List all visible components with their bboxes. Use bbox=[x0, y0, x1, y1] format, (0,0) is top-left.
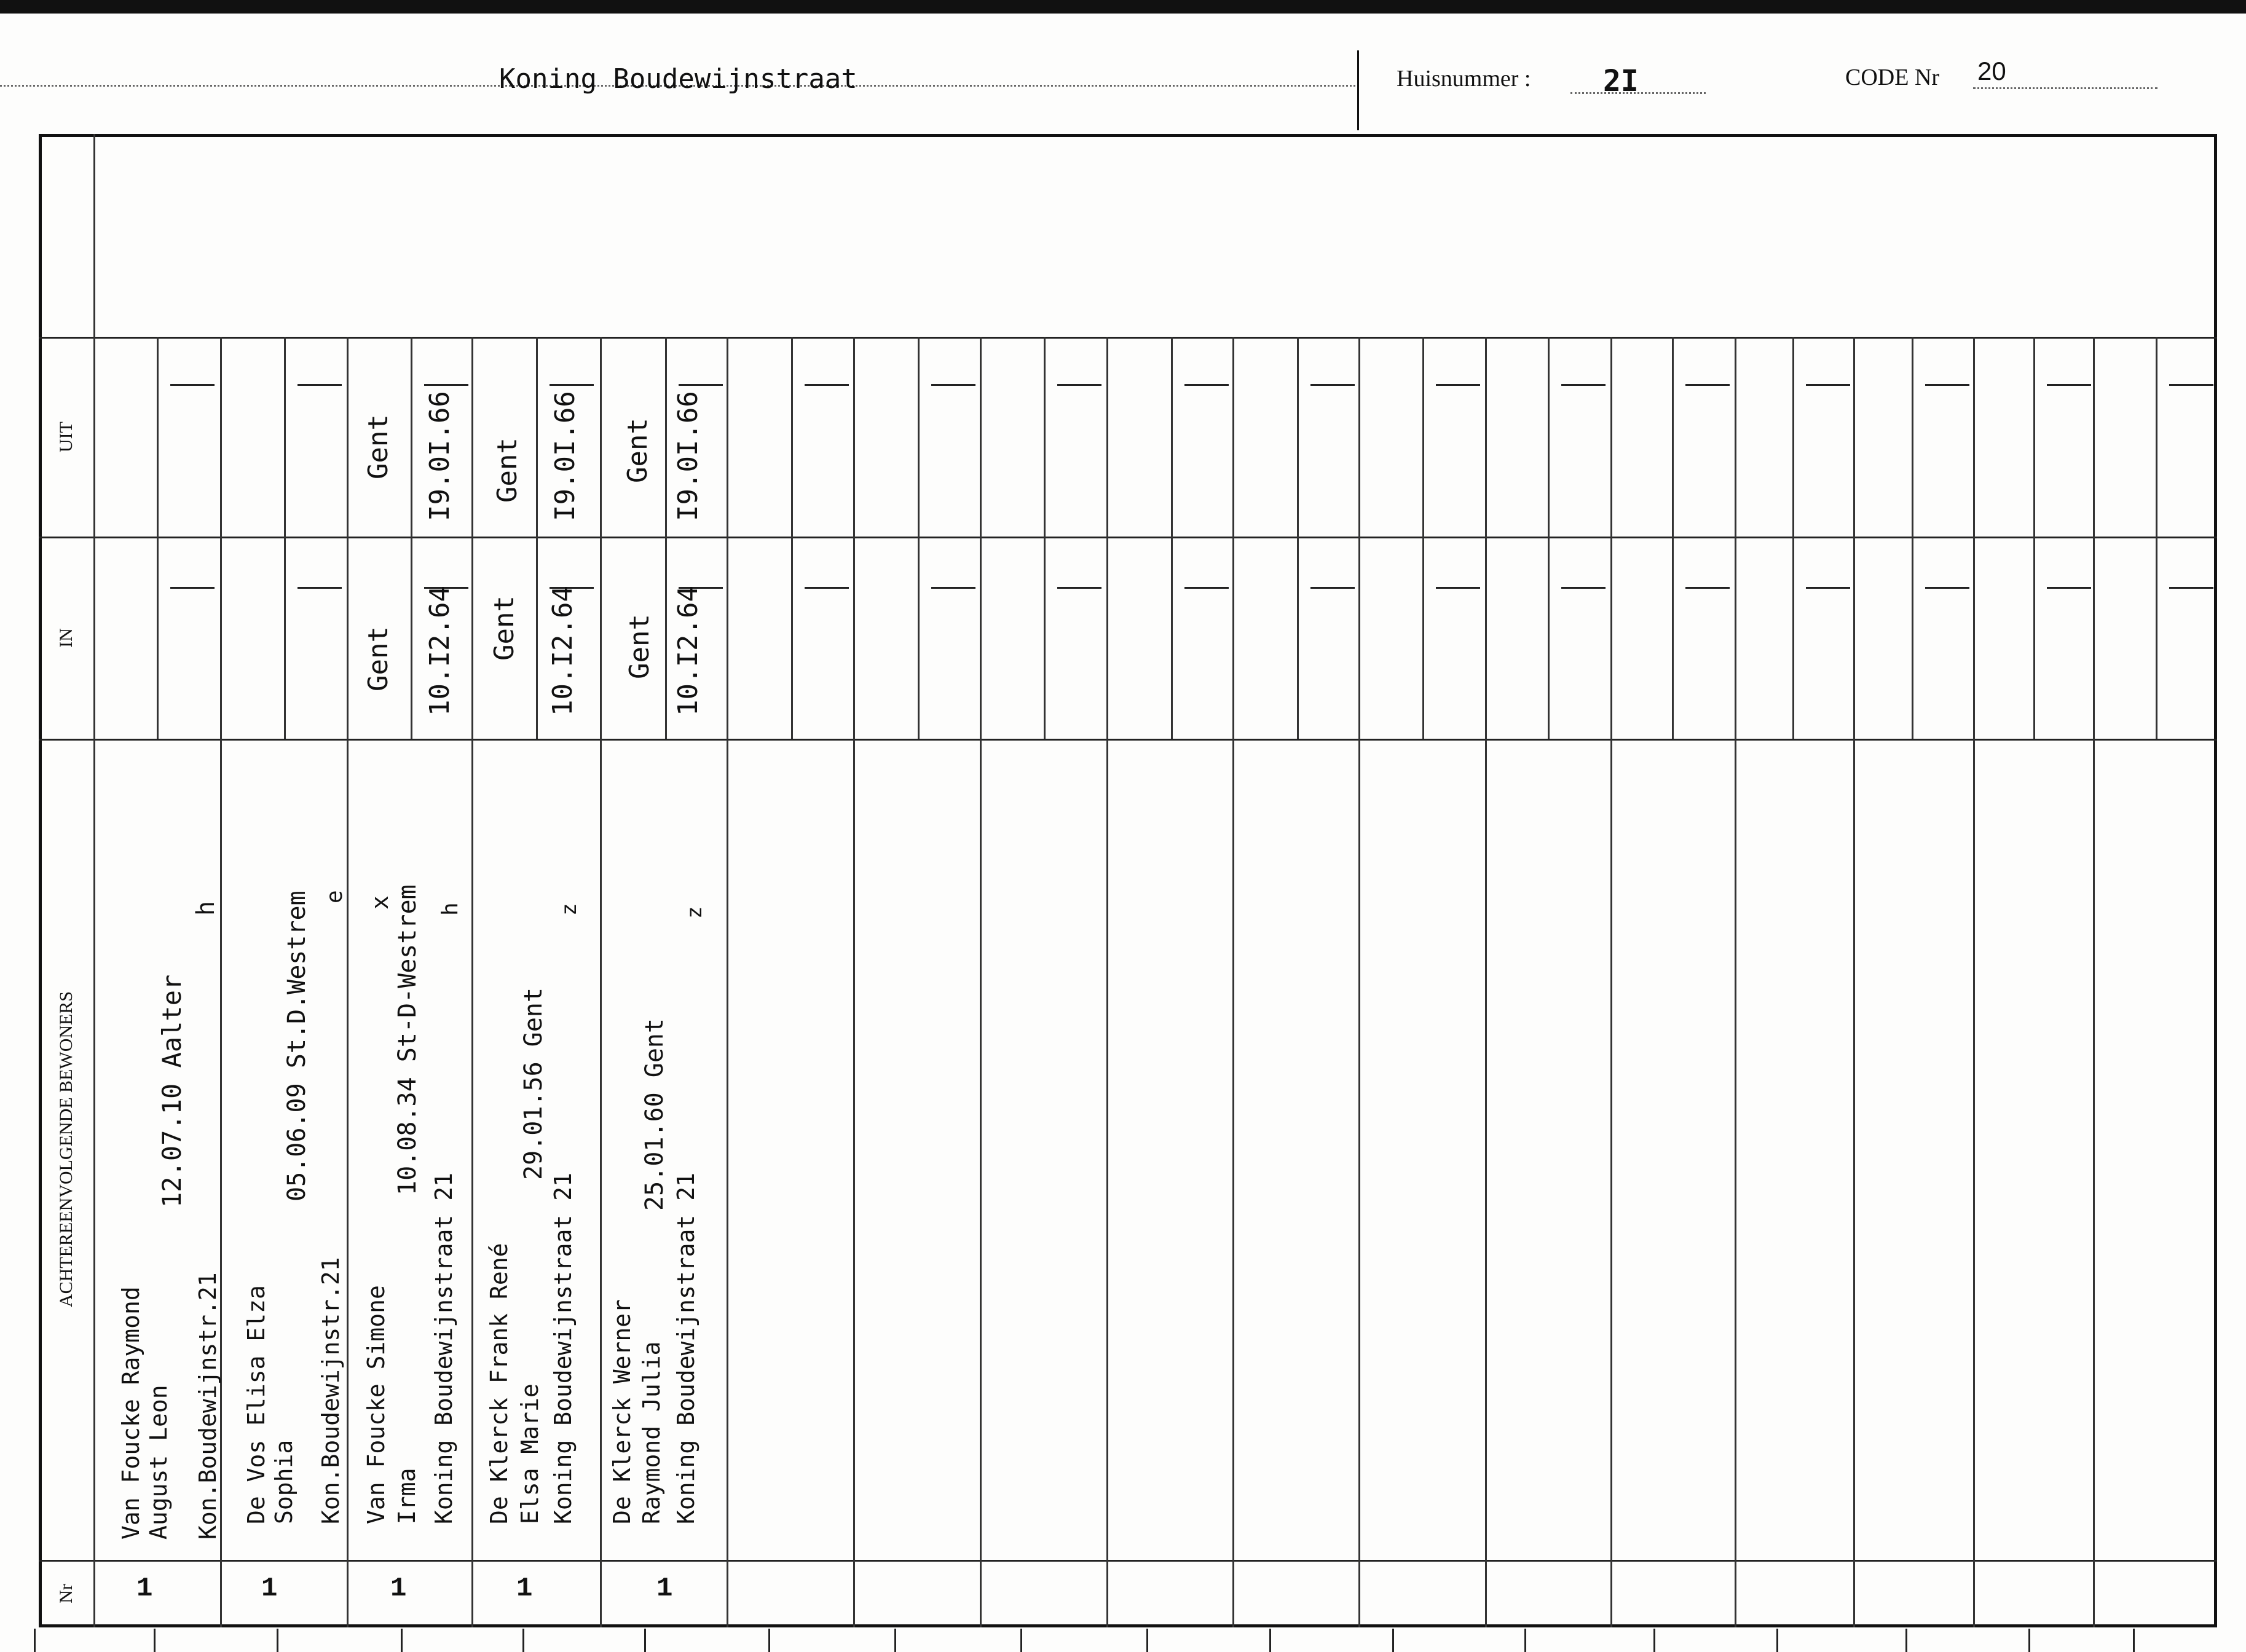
resident-name-line-1: Van Foucke Raymond bbox=[117, 1286, 144, 1540]
empty-dash-in bbox=[1685, 587, 1730, 589]
column-divider bbox=[853, 337, 855, 1627]
in-place: Gent bbox=[489, 596, 520, 661]
empty-dash-uit bbox=[1685, 384, 1730, 386]
column-subdivider bbox=[918, 337, 920, 739]
column-divider bbox=[727, 337, 728, 1627]
column-divider bbox=[347, 337, 349, 1627]
column-subdivider bbox=[536, 337, 538, 739]
house-number-label: Huisnummer : bbox=[1397, 66, 1531, 92]
bottom-tick bbox=[1392, 1629, 1394, 1652]
house-number-value: 2I bbox=[1603, 64, 1639, 98]
bottom-tick bbox=[1146, 1629, 1148, 1652]
column-divider bbox=[1485, 337, 1487, 1627]
resident-birth: 12.07.10 Aalter bbox=[157, 974, 187, 1208]
resident-name-line-2: Elsa Marie bbox=[516, 1383, 543, 1524]
empty-dash-in bbox=[1436, 587, 1480, 589]
uit-date: I9.0I.66 bbox=[550, 391, 581, 521]
empty-dash-uit bbox=[297, 384, 342, 386]
empty-dash-uit bbox=[1310, 384, 1355, 386]
resident-address: Kon.Boudewijnstr.21 bbox=[317, 1257, 344, 1524]
resident-name-line-2: Raymond Julia bbox=[638, 1341, 665, 1524]
column-subdivider bbox=[1912, 337, 1913, 739]
resident-birth: 05.06.09 St.D.Westrem bbox=[283, 891, 311, 1202]
empty-dash-in bbox=[805, 587, 849, 589]
empty-dash-in bbox=[1057, 587, 1101, 589]
empty-dash-uit bbox=[2047, 384, 2091, 386]
column-divider bbox=[1106, 337, 1108, 1627]
label-column-separator bbox=[93, 134, 95, 1627]
grid-line-in-residents bbox=[39, 739, 2217, 741]
grid-line-uit-in bbox=[39, 537, 2217, 538]
empty-dash-uit bbox=[1184, 384, 1229, 386]
resident-mark: z bbox=[682, 906, 707, 919]
column-subdivider bbox=[791, 337, 793, 739]
uit-place: Gent bbox=[622, 418, 653, 483]
resident-mark: e bbox=[322, 890, 347, 903]
row-label-nr: Nr bbox=[56, 1584, 76, 1603]
bottom-tick bbox=[522, 1629, 524, 1652]
column-subdivider bbox=[1044, 337, 1046, 739]
bottom-tick bbox=[1269, 1629, 1271, 1652]
bottom-tick bbox=[894, 1629, 896, 1652]
empty-dash-in bbox=[2169, 587, 2213, 589]
empty-dash-in bbox=[1925, 587, 1969, 589]
resident-name-line-2: Irma bbox=[393, 1468, 420, 1524]
bottom-tick bbox=[154, 1629, 156, 1652]
column-divider bbox=[1735, 337, 1736, 1627]
bottom-tick bbox=[768, 1629, 770, 1652]
bottom-tick bbox=[1776, 1629, 1778, 1652]
empty-dash-uit bbox=[931, 384, 975, 386]
column-subdivider bbox=[1548, 337, 1550, 739]
in-date: 10.I2.64 bbox=[672, 586, 704, 716]
resident-nr: 1 bbox=[516, 1573, 533, 1604]
column-divider bbox=[1973, 337, 1975, 1627]
street-name: Koning Boudewijnstraat bbox=[499, 63, 857, 95]
street-name-area bbox=[0, 37, 1355, 98]
resident-nr: 1 bbox=[261, 1573, 278, 1604]
resident-nr: 1 bbox=[656, 1573, 673, 1604]
resident-address: Koning Boudewijnstraat 21 bbox=[672, 1173, 699, 1524]
row-label-in: IN bbox=[56, 627, 76, 648]
empty-dash-in bbox=[170, 587, 215, 589]
bottom-tick bbox=[1653, 1629, 1655, 1652]
header-separator bbox=[1357, 50, 1359, 130]
empty-dash-uit bbox=[1057, 384, 1101, 386]
resident-mark-2: h bbox=[438, 902, 463, 916]
empty-dash-in bbox=[1806, 587, 1850, 589]
empty-dash-in bbox=[297, 587, 342, 589]
resident-name-line-2: August Leon bbox=[145, 1385, 172, 1540]
column-subdivider bbox=[665, 337, 667, 739]
resident-name-line-1: De Klerck Werner bbox=[609, 1299, 636, 1524]
empty-dash-uit bbox=[1436, 384, 1480, 386]
row-label-uit: UIT bbox=[55, 421, 76, 452]
resident-name-line-1: De Vos Elisa Elza bbox=[243, 1285, 270, 1524]
empty-dash-in bbox=[1561, 587, 1606, 589]
empty-dash-in bbox=[1310, 587, 1355, 589]
empty-dash-in bbox=[2047, 587, 2091, 589]
column-subdivider bbox=[411, 337, 412, 739]
empty-dash-uit bbox=[805, 384, 849, 386]
bottom-tick bbox=[1524, 1629, 1526, 1652]
resident-name-line-1: De Klerck Frank René bbox=[486, 1243, 513, 1524]
in-place: Gent bbox=[363, 626, 394, 691]
uit-date: I9.0I.66 bbox=[424, 391, 455, 521]
empty-dash-uit bbox=[2169, 384, 2213, 386]
empty-dash-uit bbox=[1925, 384, 1969, 386]
in-date: 10.I2.64 bbox=[424, 586, 455, 716]
in-place: Gent bbox=[624, 614, 655, 679]
resident-name-line-1: Van Foucke Simone bbox=[363, 1285, 390, 1524]
column-divider bbox=[1358, 337, 1360, 1627]
empty-dash-in bbox=[931, 587, 975, 589]
resident-address: Kon.Boudewijnstr.21 bbox=[194, 1272, 221, 1540]
empty-dash-uit bbox=[679, 384, 723, 386]
column-divider bbox=[600, 337, 602, 1627]
resident-birth: 10.08.34 St-D-Westrem bbox=[393, 884, 422, 1195]
resident-birth: 29.01.56 Gent bbox=[519, 987, 548, 1180]
bottom-tick bbox=[277, 1629, 278, 1652]
column-subdivider bbox=[2156, 337, 2157, 739]
column-subdivider bbox=[157, 337, 159, 739]
resident-birth: 25.01.60 Gent bbox=[640, 1018, 669, 1211]
column-divider bbox=[1610, 337, 1612, 1627]
resident-address: Koning Boudewijnstraat 21 bbox=[430, 1173, 457, 1524]
resident-address: Koning Boudewijnstraat 21 bbox=[550, 1173, 577, 1524]
bottom-tick bbox=[34, 1629, 36, 1652]
resident-mark: x bbox=[366, 895, 393, 910]
code-dotted-line bbox=[1973, 87, 2157, 89]
empty-dash-uit bbox=[550, 384, 594, 386]
column-divider bbox=[1232, 337, 1234, 1627]
resident-name-line-2: Sophia bbox=[270, 1439, 297, 1524]
column-subdivider bbox=[1171, 337, 1173, 739]
resident-nr: 1 bbox=[136, 1573, 153, 1604]
column-subdivider bbox=[1792, 337, 1794, 739]
resident-mark: h bbox=[192, 900, 220, 916]
empty-dash-in bbox=[1184, 587, 1229, 589]
row-label-residents: ACHTEREENVOLGENDE BEWONERS bbox=[56, 991, 76, 1308]
top-edge-bar bbox=[0, 0, 2246, 14]
column-subdivider bbox=[1422, 337, 1424, 739]
bottom-tick bbox=[401, 1629, 403, 1652]
column-divider bbox=[1853, 337, 1855, 1627]
empty-dash-uit bbox=[1561, 384, 1606, 386]
in-date: 10.I2.64 bbox=[547, 586, 578, 716]
uit-place: Gent bbox=[363, 414, 394, 479]
bottom-tick bbox=[2028, 1629, 2030, 1652]
column-subdivider bbox=[1297, 337, 1299, 739]
column-divider bbox=[980, 337, 982, 1627]
grid-line-residents-nr bbox=[39, 1560, 2217, 1562]
column-divider bbox=[471, 337, 473, 1627]
column-subdivider bbox=[1672, 337, 1674, 739]
bottom-tick bbox=[1020, 1629, 1022, 1652]
column-divider bbox=[2093, 337, 2095, 1627]
empty-dash-uit bbox=[424, 384, 468, 386]
code-value: 20 bbox=[1977, 57, 2006, 85]
uit-date: I9.0I.66 bbox=[672, 391, 704, 521]
resident-mark: z bbox=[557, 903, 581, 916]
bottom-tick bbox=[2133, 1629, 2135, 1652]
bottom-tick bbox=[644, 1629, 646, 1652]
resident-nr: 1 bbox=[390, 1573, 407, 1604]
bottom-tick bbox=[1905, 1629, 1907, 1652]
column-subdivider bbox=[2033, 337, 2035, 739]
empty-dash-uit bbox=[1806, 384, 1850, 386]
empty-dash-uit bbox=[170, 384, 215, 386]
uit-place: Gent bbox=[492, 438, 523, 503]
grid-line-top-section bbox=[39, 337, 2217, 339]
code-label: CODE Nr bbox=[1845, 65, 1940, 90]
column-subdivider bbox=[284, 337, 286, 739]
